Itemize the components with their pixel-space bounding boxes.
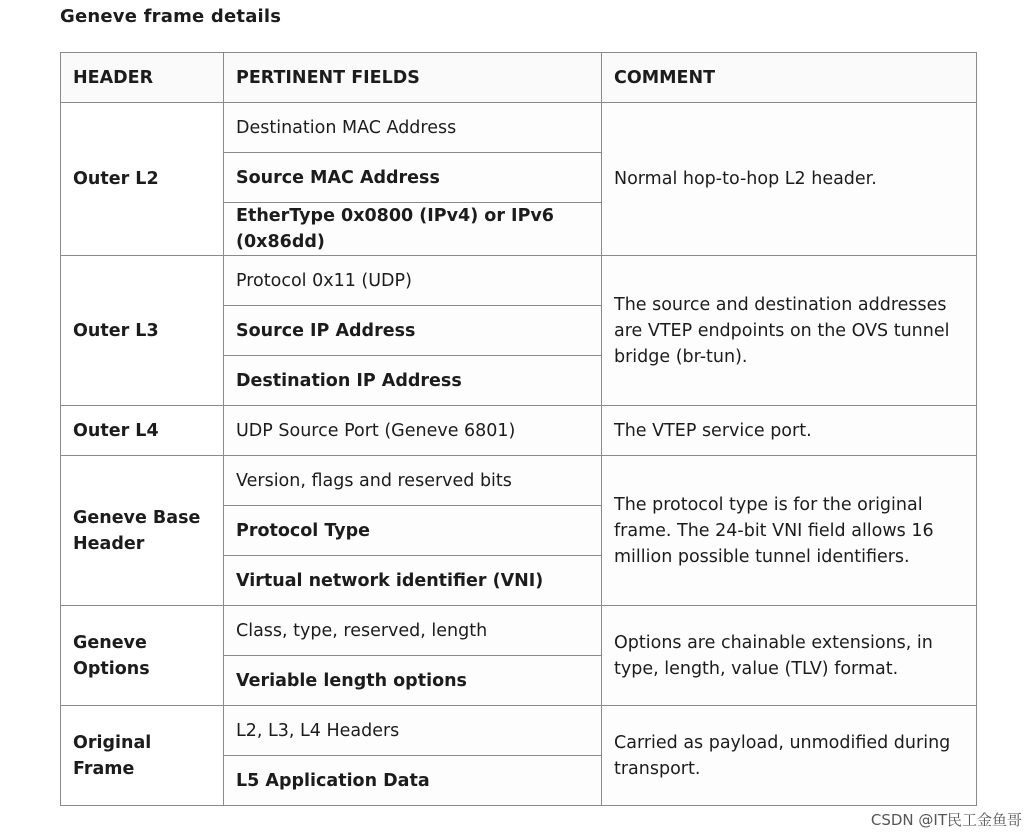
table-body [61, 103, 977, 806]
table-row [61, 103, 977, 153]
field-cell: Version, flags and reserved bits [224, 456, 602, 506]
header-row [61, 53, 977, 103]
field-cell: Protocol 0x11 (UDP) [224, 256, 602, 306]
page-title: Geneve frame details [60, 6, 282, 27]
table-row [61, 456, 977, 506]
column-header-comment: COMMENT [602, 53, 977, 103]
comment-cell: The protocol type is for the original frame. The 24-bit VNI field allows 16 million possible tunnel identifiers. [602, 456, 977, 606]
header-cell-outer-l2: Outer L2 [61, 103, 224, 256]
table-row [61, 256, 977, 306]
table-row [61, 706, 977, 756]
table-row [61, 606, 977, 656]
comment-cell: The VTEP service port. [602, 406, 977, 456]
header-cell-outer-l3: Outer L3 [61, 256, 224, 406]
field-cell: Source IP Address [224, 306, 602, 356]
table-head [61, 53, 977, 103]
header-cell-geneve-options: Geneve Options [61, 606, 224, 706]
table-row [61, 406, 977, 456]
field-cell: Protocol Type [224, 506, 602, 556]
watermark: CSDN @IT民工金鱼哥 [870, 811, 1022, 829]
comment-cell: Carried as payload, unmodified during transport. [602, 706, 977, 806]
field-cell: L5 Application Data [224, 756, 602, 806]
field-cell: UDP Source Port (Geneve 6801) [224, 406, 602, 456]
field-cell: Virtual network identifier (VNI) [224, 556, 602, 606]
column-header-pertinent-fields: PERTINENT FIELDS [224, 53, 602, 103]
header-cell-geneve-base-header: Geneve Base Header [61, 456, 224, 606]
field-cell: Destination MAC Address [224, 103, 602, 153]
column-header-header: HEADER [61, 53, 224, 103]
comment-cell: The source and destination addresses are VTEP endpoints on the OVS tunnel bridge (br-tun). [602, 256, 977, 406]
field-cell: Veriable length options [224, 656, 602, 706]
comment-cell: Normal hop-to-hop L2 header. [602, 103, 977, 256]
comment-cell: Options are chainable extensions, in type, length, value (TLV) format. [602, 606, 977, 706]
geneve-frame-table [60, 52, 977, 806]
header-cell-original-frame: Original Frame [61, 706, 224, 806]
field-cell: L2, L3, L4 Headers [224, 706, 602, 756]
field-cell: EtherType 0x0800 (IPv4) or IPv6 (0x86dd) [224, 203, 602, 256]
field-cell: Destination IP Address [224, 356, 602, 406]
field-cell: Source MAC Address [224, 153, 602, 203]
field-cell: Class, type, reserved, length [224, 606, 602, 656]
header-cell-outer-l4: Outer L4 [61, 406, 224, 456]
